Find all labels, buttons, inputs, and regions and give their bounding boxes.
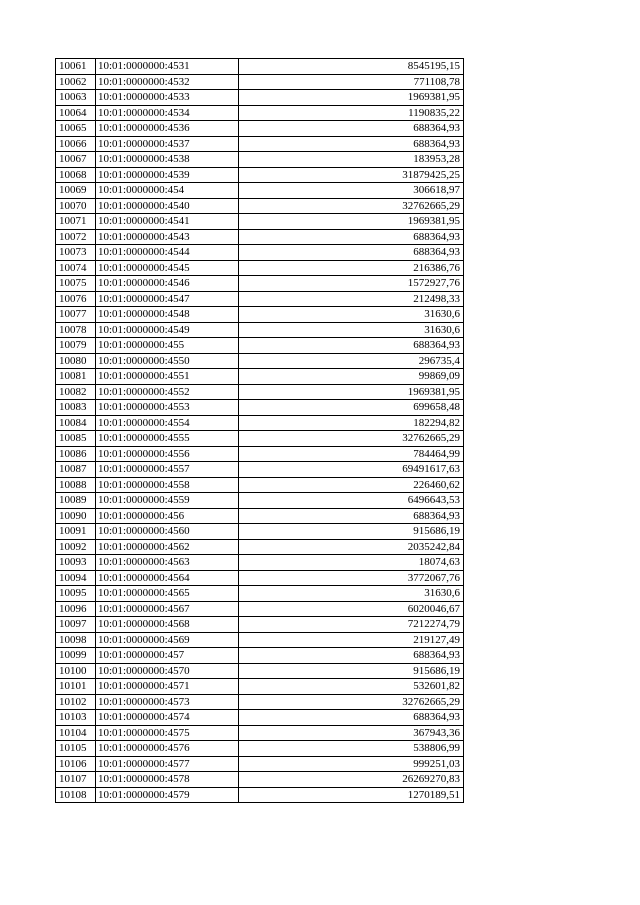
cadastral-number-cell: 10:01:0000000:4559 xyxy=(96,493,239,509)
row-number-cell: 10104 xyxy=(56,725,96,741)
table-row xyxy=(56,617,464,633)
cadastral-number-cell: 10:01:0000000:4546 xyxy=(96,276,239,292)
cadastral-number-cell: 10:01:0000000:4536 xyxy=(96,121,239,137)
row-number-cell: 10089 xyxy=(56,493,96,509)
row-number-cell: 10078 xyxy=(56,322,96,338)
row-number-cell: 10068 xyxy=(56,167,96,183)
cadastral-number-cell: 10:01:0000000:4560 xyxy=(96,524,239,540)
table-row xyxy=(56,152,464,168)
cadastral-number-cell: 10:01:0000000:455 xyxy=(96,338,239,354)
cadastral-value-cell: 1190835,22 xyxy=(239,105,464,121)
cadastral-value-cell: 6496643,53 xyxy=(239,493,464,509)
row-number-cell: 10094 xyxy=(56,570,96,586)
cadastral-number-cell: 10:01:0000000:4554 xyxy=(96,415,239,431)
cadastral-value-cell: 32762665,29 xyxy=(239,431,464,447)
cadastral-number-cell: 10:01:0000000:4578 xyxy=(96,772,239,788)
cadastral-number-cell: 10:01:0000000:4548 xyxy=(96,307,239,323)
cadastral-value-cell: 367943,36 xyxy=(239,725,464,741)
cadastral-value-cell: 1572927,76 xyxy=(239,276,464,292)
cadastral-number-cell: 10:01:0000000:4565 xyxy=(96,586,239,602)
row-number-cell: 10093 xyxy=(56,555,96,571)
row-number-cell: 10071 xyxy=(56,214,96,230)
table-row xyxy=(56,555,464,571)
cadastral-value-cell: 31630,6 xyxy=(239,586,464,602)
row-number-cell: 10066 xyxy=(56,136,96,152)
row-number-cell: 10063 xyxy=(56,90,96,106)
row-number-cell: 10075 xyxy=(56,276,96,292)
table-row xyxy=(56,648,464,664)
cadastral-value-cell: 31879425,25 xyxy=(239,167,464,183)
cadastral-number-cell: 10:01:0000000:456 xyxy=(96,508,239,524)
cadastral-number-cell: 10:01:0000000:4550 xyxy=(96,353,239,369)
row-number-cell: 10077 xyxy=(56,307,96,323)
cadastral-value-cell: 226460,62 xyxy=(239,477,464,493)
table-row xyxy=(56,384,464,400)
cadastral-number-cell: 10:01:0000000:4544 xyxy=(96,245,239,261)
cadastral-number-cell: 10:01:0000000:4551 xyxy=(96,369,239,385)
cadastral-number-cell: 10:01:0000000:4538 xyxy=(96,152,239,168)
cadastral-number-cell: 10:01:0000000:4563 xyxy=(96,555,239,571)
row-number-cell: 10069 xyxy=(56,183,96,199)
cadastral-value-cell: 688364,93 xyxy=(239,710,464,726)
cadastral-value-cell: 688364,93 xyxy=(239,229,464,245)
row-number-cell: 10074 xyxy=(56,260,96,276)
table-row xyxy=(56,245,464,261)
cadastral-value-cell: 32762665,29 xyxy=(239,694,464,710)
row-number-cell: 10106 xyxy=(56,756,96,772)
row-number-cell: 10100 xyxy=(56,663,96,679)
row-number-cell: 10067 xyxy=(56,152,96,168)
cadastral-number-cell: 10:01:0000000:4574 xyxy=(96,710,239,726)
row-number-cell: 10103 xyxy=(56,710,96,726)
table-body xyxy=(56,59,464,803)
cadastral-value-cell: 26269270,83 xyxy=(239,772,464,788)
table-row xyxy=(56,59,464,75)
cadastral-number-cell: 10:01:0000000:4577 xyxy=(96,756,239,772)
row-number-cell: 10076 xyxy=(56,291,96,307)
row-number-cell: 10108 xyxy=(56,787,96,803)
cadastral-value-cell: 183953,28 xyxy=(239,152,464,168)
cadastral-number-cell: 10:01:0000000:4543 xyxy=(96,229,239,245)
cadastral-value-cell: 688364,93 xyxy=(239,648,464,664)
table-row xyxy=(56,307,464,323)
table-row xyxy=(56,787,464,803)
table-row xyxy=(56,508,464,524)
cadastral-value-cell: 688364,93 xyxy=(239,121,464,137)
table-row xyxy=(56,493,464,509)
table-row xyxy=(56,183,464,199)
table-row xyxy=(56,90,464,106)
cadastral-value-cell: 18074,63 xyxy=(239,555,464,571)
cadastral-value-cell: 1969381,95 xyxy=(239,90,464,106)
cadastral-value-cell: 8545195,15 xyxy=(239,59,464,75)
table-row xyxy=(56,694,464,710)
cadastral-number-cell: 10:01:0000000:4562 xyxy=(96,539,239,555)
cadastral-value-cell: 771108,78 xyxy=(239,74,464,90)
table-row xyxy=(56,679,464,695)
row-number-cell: 10101 xyxy=(56,679,96,695)
row-number-cell: 10061 xyxy=(56,59,96,75)
table-row xyxy=(56,338,464,354)
cadastral-value-cell: 688364,93 xyxy=(239,508,464,524)
cadastral-value-cell: 31630,6 xyxy=(239,307,464,323)
cadastral-number-cell: 10:01:0000000:4555 xyxy=(96,431,239,447)
table-row xyxy=(56,291,464,307)
cadastral-value-cell: 915686,19 xyxy=(239,663,464,679)
cadastral-value-cell: 1969381,95 xyxy=(239,214,464,230)
cadastral-value-cell: 296735,4 xyxy=(239,353,464,369)
row-number-cell: 10079 xyxy=(56,338,96,354)
table-row xyxy=(56,772,464,788)
table-row xyxy=(56,136,464,152)
cadastral-value-cell: 532601,82 xyxy=(239,679,464,695)
table-row xyxy=(56,725,464,741)
cadastral-number-cell: 10:01:0000000:4569 xyxy=(96,632,239,648)
cadastral-number-cell: 10:01:0000000:4579 xyxy=(96,787,239,803)
table-row xyxy=(56,415,464,431)
row-number-cell: 10086 xyxy=(56,446,96,462)
cadastral-value-cell: 6020046,67 xyxy=(239,601,464,617)
row-number-cell: 10105 xyxy=(56,741,96,757)
row-number-cell: 10088 xyxy=(56,477,96,493)
row-number-cell: 10107 xyxy=(56,772,96,788)
cadastral-value-cell: 915686,19 xyxy=(239,524,464,540)
cadastral-number-cell: 10:01:0000000:4547 xyxy=(96,291,239,307)
row-number-cell: 10097 xyxy=(56,617,96,633)
row-number-cell: 10081 xyxy=(56,369,96,385)
table-row xyxy=(56,121,464,137)
row-number-cell: 10099 xyxy=(56,648,96,664)
table-row xyxy=(56,756,464,772)
table-row xyxy=(56,570,464,586)
table-row xyxy=(56,229,464,245)
cadastral-value-cell: 31630,6 xyxy=(239,322,464,338)
cadastral-value-cell: 688364,93 xyxy=(239,338,464,354)
cadastral-value-cell: 2035242,84 xyxy=(239,539,464,555)
cadastral-number-cell: 10:01:0000000:4556 xyxy=(96,446,239,462)
row-number-cell: 10090 xyxy=(56,508,96,524)
row-number-cell: 10082 xyxy=(56,384,96,400)
row-number-cell: 10084 xyxy=(56,415,96,431)
table-row xyxy=(56,710,464,726)
cadastral-value-cell: 999251,03 xyxy=(239,756,464,772)
row-number-cell: 10083 xyxy=(56,400,96,416)
cadastral-number-cell: 10:01:0000000:457 xyxy=(96,648,239,664)
row-number-cell: 10091 xyxy=(56,524,96,540)
cadastral-value-cell: 99869,09 xyxy=(239,369,464,385)
table-row xyxy=(56,353,464,369)
table-row xyxy=(56,477,464,493)
cadastral-value-cell: 784464,99 xyxy=(239,446,464,462)
cadastral-value-cell: 182294,82 xyxy=(239,415,464,431)
table-row xyxy=(56,369,464,385)
cadastral-number-cell: 10:01:0000000:4553 xyxy=(96,400,239,416)
table-row xyxy=(56,431,464,447)
cadastral-number-cell: 10:01:0000000:4567 xyxy=(96,601,239,617)
cadastral-value-cell: 7212274,79 xyxy=(239,617,464,633)
cadastral-value-cell: 688364,93 xyxy=(239,136,464,152)
cadastral-number-cell: 10:01:0000000:4568 xyxy=(96,617,239,633)
table-row xyxy=(56,74,464,90)
cadastral-value-cell: 1270189,51 xyxy=(239,787,464,803)
cadastral-value-cell: 538806,99 xyxy=(239,741,464,757)
cadastral-number-cell: 10:01:0000000:4575 xyxy=(96,725,239,741)
table-row xyxy=(56,276,464,292)
cadastral-number-cell: 10:01:0000000:4539 xyxy=(96,167,239,183)
cadastral-value-cell: 32762665,29 xyxy=(239,198,464,214)
table-row xyxy=(56,539,464,555)
row-number-cell: 10064 xyxy=(56,105,96,121)
cadastral-number-cell: 10:01:0000000:4570 xyxy=(96,663,239,679)
cadastral-value-cell: 212498,33 xyxy=(239,291,464,307)
cadastral-number-cell: 10:01:0000000:4537 xyxy=(96,136,239,152)
cadastral-number-cell: 10:01:0000000:4558 xyxy=(96,477,239,493)
cadastral-number-cell: 10:01:0000000:4545 xyxy=(96,260,239,276)
cadastral-number-cell: 10:01:0000000:4540 xyxy=(96,198,239,214)
cadastral-number-cell: 10:01:0000000:4576 xyxy=(96,741,239,757)
row-number-cell: 10070 xyxy=(56,198,96,214)
table-row xyxy=(56,462,464,478)
table-row xyxy=(56,663,464,679)
cadastral-value-cell: 219127,49 xyxy=(239,632,464,648)
table-row xyxy=(56,322,464,338)
cadastral-number-cell: 10:01:0000000:4534 xyxy=(96,105,239,121)
cadastral-number-cell: 10:01:0000000:4532 xyxy=(96,74,239,90)
table-row xyxy=(56,586,464,602)
row-number-cell: 10096 xyxy=(56,601,96,617)
table-row xyxy=(56,741,464,757)
cadastral-value-cell: 3772067,76 xyxy=(239,570,464,586)
cadastral-number-cell: 10:01:0000000:4541 xyxy=(96,214,239,230)
cadastral-value-cell: 306618,97 xyxy=(239,183,464,199)
row-number-cell: 10092 xyxy=(56,539,96,555)
cadastral-value-table xyxy=(55,58,464,803)
row-number-cell: 10072 xyxy=(56,229,96,245)
cadastral-value-cell: 216386,76 xyxy=(239,260,464,276)
row-number-cell: 10087 xyxy=(56,462,96,478)
cadastral-number-cell: 10:01:0000000:4531 xyxy=(96,59,239,75)
table-row xyxy=(56,446,464,462)
row-number-cell: 10073 xyxy=(56,245,96,261)
cadastral-value-cell: 1969381,95 xyxy=(239,384,464,400)
cadastral-number-cell: 10:01:0000000:454 xyxy=(96,183,239,199)
cadastral-number-cell: 10:01:0000000:4564 xyxy=(96,570,239,586)
table-row xyxy=(56,198,464,214)
table-row xyxy=(56,260,464,276)
cadastral-number-cell: 10:01:0000000:4533 xyxy=(96,90,239,106)
row-number-cell: 10098 xyxy=(56,632,96,648)
row-number-cell: 10102 xyxy=(56,694,96,710)
row-number-cell: 10095 xyxy=(56,586,96,602)
cadastral-number-cell: 10:01:0000000:4573 xyxy=(96,694,239,710)
cadastral-number-cell: 10:01:0000000:4549 xyxy=(96,322,239,338)
row-number-cell: 10085 xyxy=(56,431,96,447)
table-row xyxy=(56,400,464,416)
table-row xyxy=(56,167,464,183)
table-row xyxy=(56,105,464,121)
row-number-cell: 10065 xyxy=(56,121,96,137)
cadastral-value-cell: 69491617,63 xyxy=(239,462,464,478)
row-number-cell: 10080 xyxy=(56,353,96,369)
table-row xyxy=(56,214,464,230)
table-row xyxy=(56,601,464,617)
table-row xyxy=(56,632,464,648)
cadastral-value-cell: 699658,48 xyxy=(239,400,464,416)
cadastral-value-cell: 688364,93 xyxy=(239,245,464,261)
cadastral-number-cell: 10:01:0000000:4557 xyxy=(96,462,239,478)
table-row xyxy=(56,524,464,540)
row-number-cell: 10062 xyxy=(56,74,96,90)
cadastral-number-cell: 10:01:0000000:4571 xyxy=(96,679,239,695)
cadastral-number-cell: 10:01:0000000:4552 xyxy=(96,384,239,400)
